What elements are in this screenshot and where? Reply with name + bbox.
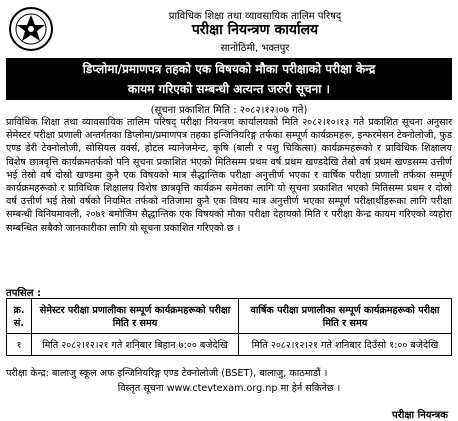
row-annual-datetime: मिति २०८२।१२।२१ गते शनिबार दिउँसो १:०० बजेदेखि <box>239 334 452 356</box>
signatory: परीक्षा नियन्त्रक <box>392 410 448 421</box>
office-address: सानोठिमी, भक्तपुर <box>220 43 290 54</box>
parent-organization: प्राविधिक शिक्षा तथा व्यावसायिक तालिम परिषद् <box>168 11 342 22</box>
schedule-heading: तपसिल : <box>6 288 41 299</box>
row-semester-datetime: मिति २०८२।१२।२१ गते शनिबार बिहान ७:०० बजेदेखि <box>32 334 239 356</box>
col-serial-number: क्र. सं. <box>7 299 32 334</box>
government-emblem-icon <box>8 6 54 52</box>
col-annual-system: वार्षिक परीक्षा प्रणालीका सम्पूर्ण कार्यक्रमहरूको परीक्षा मिति र समय <box>239 299 452 334</box>
exam-center: परीक्षा केन्द्र: बालाजु स्कूल अफ इन्जिनियरिङ्ग एण्ड टेक्नोलोजी (BSET), बालाजु, काठमाडौं । <box>6 368 328 379</box>
table-row <box>7 334 452 356</box>
office-title: परीक्षा नियन्त्रण कार्यालय <box>191 22 319 38</box>
table-header-row <box>7 299 452 334</box>
col-semester-system: सेमेस्टर परीक्षा प्रणालीका सम्पूर्ण कार्यक्रमहरूको परीक्षा मिति र समय <box>32 299 239 334</box>
exam-schedule-table <box>6 298 452 356</box>
banner-line-1: डिप्लोमा/प्रमाणपत्र तहको एक विषयको मौका परीक्षाको परीक्षा केन्द्र <box>82 62 376 76</box>
notice-title-banner <box>6 58 452 100</box>
notice-body: प्राविधिक शिक्षा तथा व्यावसायिक तालिम परिषद् परीक्षा नियन्त्रण कार्यालयको मिति २०८२।१०।१३ गते प्रकाशित सूचना अनुसार सेमेस्टर परीक्षा प्रणाली अन्तर्गतका डिप्लोमा/प्रमाणपत्र तहका इन्जिनियरिङ्ग तर्फका सम्पूर्ण कार्यक्रमहरू, इन्फरमेसन टेक्नोलोजी, फुड एण्ड डेरी टेक्नोलोजी, सोसियल वर्क्स, होटल म्यानेजमेन्ट, कृषि (बाली र पशु चिकित्सा) कार्यक्रमहरूको र प्राविधिक शिक्षालय विशेष छात्रवृत्ति कार्यक्रमतर्फको पनि सूचना प्रकाशित भएको मितिसम्म प्रथम वर्ष प्रथम खण्डदेखि तेस्रो वर्ष प्रथम खण्डसम्म उत्तीर्ण भई तेस्रो वर्ष दोस्रो खण्डमा कुनै एक विषयको मात्र सैद्धान्तिक परीक्षा अनुत्तीर्ण भएका र वार्षिक परीक्षा प्रणाली तर्फका सम्पूर्ण कार्यक्रमहरूको र प्राविधिक शिक्षालय विशेष छात्रवृत्ति कार्यक्रम समेतका लागि यो सूचना प्रकाशित भएको मितिसम्म प्रथम र दोस्रो वर्ष उत्तीर्ण भई तेस्रो वर्षको नियमित तर्फको नतिजामा कुनै एक विषय मात्र अनुत्तीर्ण भएका सम्पूर्ण परीक्षार्थीहरूका लागि परीक्षा सम्बन्धी विनियमावली, २०७१ बमोजिम सैद्धान्तिक एक विषयको मौका परीक्षा देहायको मिति र परीक्षा केन्द्र कायम गरिएको व्यहोरा सम्बन्धित सबैको जानकारीका लागि यो सूचना प्रकाशित गरिएको छ । <box>6 117 452 234</box>
banner-line-2: कायम गरिएको सम्बन्धी अत्यन्त जरुरी सूचना । <box>127 82 331 96</box>
publication-date: (सूचना प्रकाशित मिति : २०८२।१२।०७ गते) <box>150 105 308 116</box>
row-serial: १ <box>7 334 32 356</box>
website-notice: विस्तृत सूचना www.ctevtexam.org.np मा हेर्न सकिनेछ । <box>117 383 341 394</box>
